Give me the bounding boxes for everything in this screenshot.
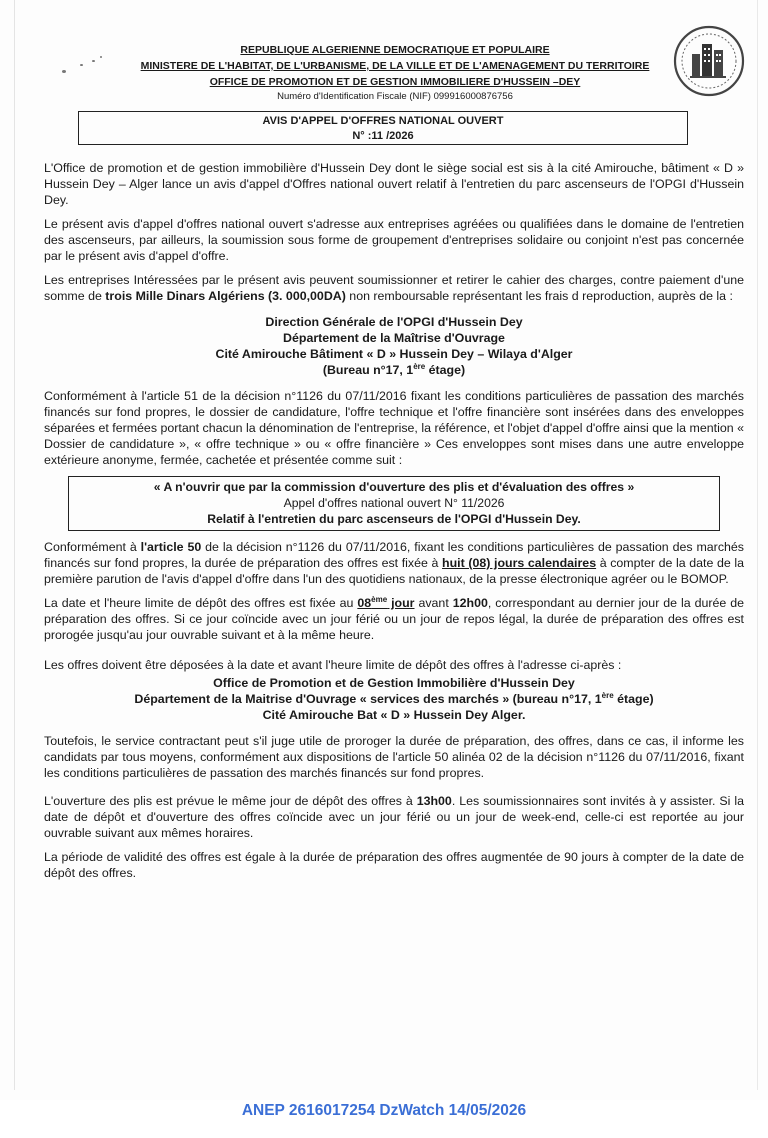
header-republic: REPUBLIQUE ALGERIENNE DEMOCRATIQUE ET POPULAIRE	[240, 44, 550, 56]
specifications-fee: trois Mille Dinars Algériens (3. 000,00DA)	[105, 289, 346, 303]
header-ministry: MINISTERE DE L'HABITAT, DE L'URBANISME, DE LA VILLE ET DE L'AMENAGEMENT DU TERRITOIRE	[140, 60, 650, 72]
paragraph-deposit: Les offres doivent être déposées à la date et avant l'heure limite de dépôt des offres à l'adresse ci-après :	[44, 658, 622, 672]
notice-title-box	[78, 111, 688, 145]
deadline-day: 08ème jour	[357, 594, 415, 610]
opgi-building-seal-icon	[672, 24, 746, 98]
paragraph-intro: L'Office de promotion et de gestion immobilière d'Hussein Dey dont le siège social est sis à la cité Amirouche, bâtiment « D » Hussein Dey – Alger lance un avis d'appel d'Offres national ouvert relatif à l'entretien du parc ascenseurs de l'OPGI d'Hussein Dey.	[44, 161, 744, 207]
envelope-label-warning: « A n'ouvrir que par la commission d'ouverture des plis et d'évaluation des offres »	[153, 480, 635, 494]
publication-reference: ANEP 2616017254 DzWatch 14/05/2026	[241, 1102, 527, 1119]
paragraph-validity: La période de validité des offres est égale à la durée de préparation des offres augmentée de 90 jours à compter de la date de dépôt des offres.	[44, 850, 744, 880]
paragraph-opening: L'ouverture des plis est prévue le même jour de dépôt des offres à 13h00. Les soumissionnaires sont invités à y assister. Si la date de dépôt et d'ouverture des offres coïncide avec un jour férié ou un jour de week-end, celle-ci est reportée au jour ouvrable suivant aux mêmes horaires.	[44, 794, 744, 840]
scan-marks	[58, 52, 118, 82]
notice-number: N° :11 /2026	[352, 130, 414, 142]
envelope-label-object: Relatif à l'entretien du parc ascenseurs de l'OPGI d'Hussein Dey.	[207, 512, 581, 526]
document-header	[120, 42, 670, 104]
duration-highlight: huit (08) jours calendaires	[442, 556, 597, 570]
page-edge-left	[14, 0, 15, 1090]
deposit-address: Office de Promotion et de Gestion Immobilière d'Hussein Dey Département de la Maitrise d'Ouvrage « services des marchés » (bureau n°17, 1ère étage) Cité Amirouche Bat « D » Hussein Dey Alger.	[134, 676, 654, 722]
page-edge-right	[757, 0, 758, 1090]
opening-hour: 13h00	[416, 794, 452, 808]
header-office: OFFICE DE PROMOTION ET DE GESTION IMMOBILIERE D'HUSSEIN –DEY	[209, 76, 581, 88]
paragraph-extension: Toutefois, le service contractant peut s'il juge utile de proroger la durée de préparation, des offres, dans ce cas, il informe les candidats par tous moyens, conformément aux dispositions de l'article 50 alinéa 02 de la décision n°1126 du 07/11/2016, fixant les conditions particulières de passation des marchés financés sur fond propres.	[44, 734, 744, 780]
paragraph-envelopes: Conformément à l'article 51 de la décision n°1126 du 07/11/2016 fixant les conditions particulières de passation des marchés financés sur fond propres, le dossier de candidature, l'offre technique et l'offre financière sont insérées dans des enveloppes séparées et fermées portant chacun la dénomination de l'entreprise, la référence, et l'objet d'appel d'offre ainsi que la mention « Dossier de candidature », « offre technique » ou « offre financière » Ces enveloppes sont mises dans une autre enveloppe extérieure anonyme, fermée, cachetée et présentée comme suit :	[44, 389, 744, 467]
paragraph-specifications: Les entreprises Intéressées par le présent avis peuvent soumissionner et retirer le cahier des charges, contre paiement d'une somme de trois Mille Dinars Algériens (3. 000,00DA) non remboursable représentant les frais d reproduction, auprès de la :	[44, 273, 744, 303]
paragraph-deadline: La date et l'heure limite de dépôt des offres est fixée au 08ème jour avant 12h00, correspondant au dernier jour de la durée de préparation des offres. Si ce jour coïncide avec un jour férié ou un jour de repos légal, la durée de préparation des offres est prorogée jusqu'au jour ouvrable suivant et à la même heure.	[44, 594, 745, 642]
notice-body	[44, 160, 744, 889]
paragraph-preparation-duration: Conformément à l'article 50 de la décision n°1126 du 07/11/2016, fixant les conditions particulières de passation des marchés financés sur fond propres, la durée de préparation des offres est fixée à huit (08) jours calendaires à compter de la date de la première parution de l'avis d'appel d'offre dans l'un des quotidiens nationaux, de la presse électronique agréer ou le BOMOP.	[44, 540, 744, 586]
withdrawal-address: Direction Générale de l'OPGI d'Hussein Dey Département de la Maîtrise d'Ouvrage Cité Amirouche Bâtiment « D » Hussein Dey – Wilaya d'Alger (Bureau n°17, 1ère étage)	[215, 315, 573, 377]
deadline-hour: 12h00	[452, 596, 488, 610]
notice-title: AVIS D'APPEL D'OFFRES NATIONAL OUVERT	[262, 115, 504, 127]
envelope-label-box	[68, 476, 720, 531]
header-nif: Numéro d'Identification Fiscale (NIF) 099916000876756	[277, 91, 513, 102]
envelope-label-reference: Appel d'offres national ouvert N° 11/2026	[283, 496, 505, 510]
paragraph-eligibility: Le présent avis d'appel d'offres national ouvert s'adresse aux entreprises agréées ou qualifiées dans le domaine de l'entretien des ascenseurs, par ailleurs, la soumission sous forme de groupement d'entreprises solidaire ou conjoint n'est pas concernée par le présent avis d'appel d'offre.	[44, 217, 744, 263]
